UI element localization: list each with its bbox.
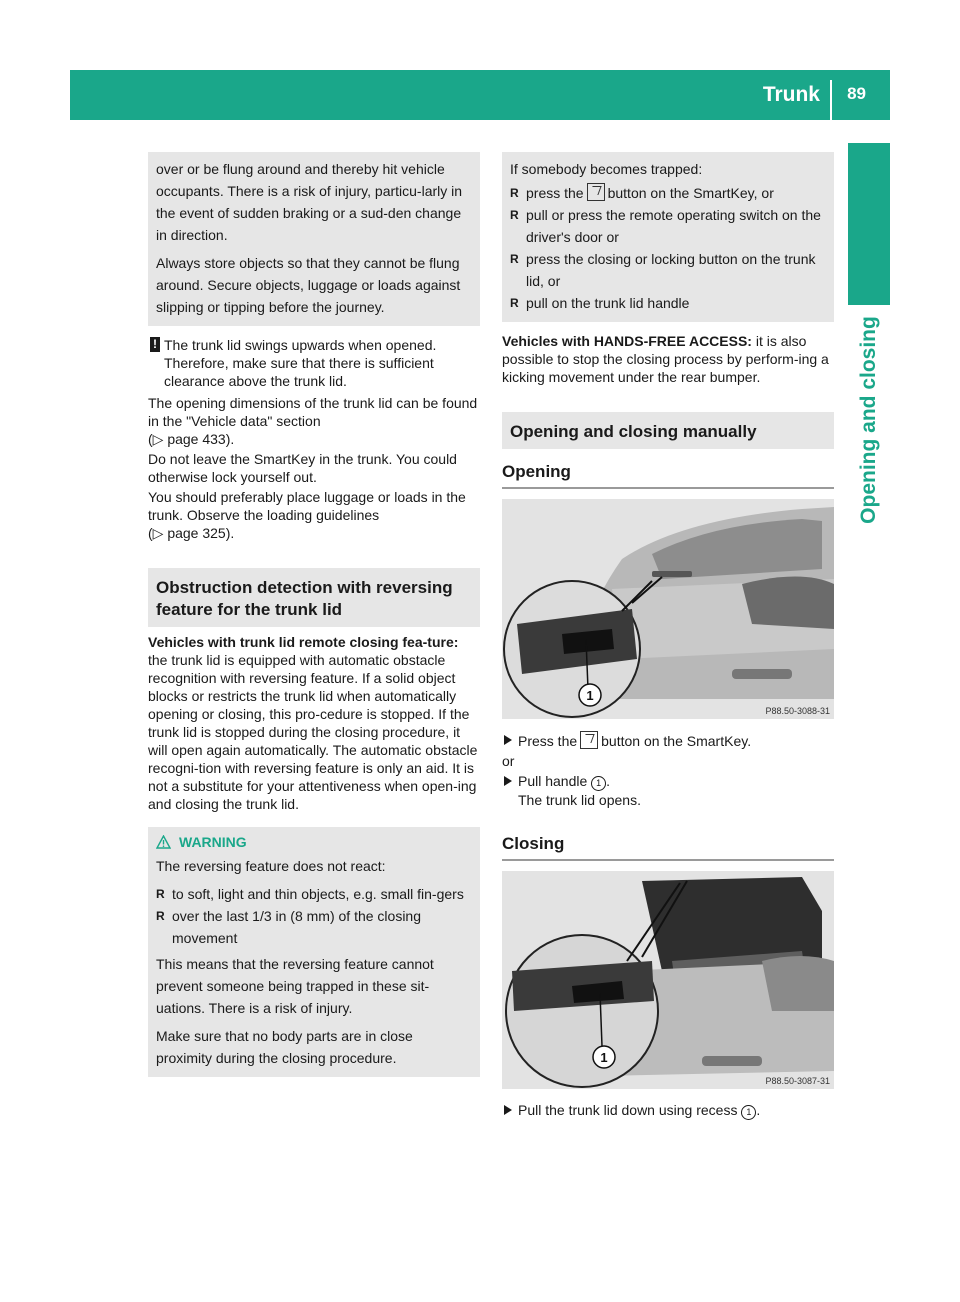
luggage-para	[148, 488, 480, 542]
step-post: button on the SmartKey.	[601, 733, 752, 749]
right-column	[502, 152, 834, 1120]
side-tab	[848, 143, 890, 305]
warning-bullet: R over the last 1/3 in (8 mm) of the closing movement	[156, 905, 472, 949]
manual-heading: Opening and closing manually	[502, 412, 834, 449]
step-pre: Press the	[518, 733, 578, 749]
warning-para: Make sure that no body parts are in close proximity during the closing procedure.	[156, 1028, 413, 1066]
note-line: Therefore, make sure that there is sufficient clearance above the trunk lid.	[164, 355, 434, 389]
opening-heading: Opening	[502, 463, 834, 489]
exclamation-icon: !	[150, 337, 160, 352]
dimensions-para	[148, 394, 480, 448]
luggage-text: You should preferably place luggage or loads in the trunk. Observe the loading guidelines	[148, 489, 466, 523]
warning-continued-para: Always store objects so that they cannot be flung around. Secure objects, luggage or loads against slipping or tipping before the journey.	[156, 255, 461, 315]
open-result: The trunk lid opens.	[518, 792, 641, 808]
trunk-key-icon	[580, 731, 598, 749]
close-step	[502, 1101, 834, 1120]
warning-bullet: R to soft, light and thin objects, e.g. small fin-gers	[156, 883, 472, 905]
step-pre: Pull handle	[518, 773, 588, 789]
trapped-bullet-pre: press the	[526, 185, 584, 201]
left-column	[148, 152, 480, 1087]
section-title: Trunk	[762, 83, 820, 106]
handsfree-text: it is also possible to stop the closing process by perform-ing a kicking movement under the rear bumper.	[502, 333, 829, 385]
step-pre: Pull the trunk lid down using recess	[518, 1102, 738, 1118]
trapped-bullet: R pull or press the remote operating switch on the driver's door or	[510, 204, 826, 248]
step-arrow-icon	[504, 1105, 512, 1115]
closing-car-image	[502, 871, 834, 1089]
page-ref-433: (▷ page 433).	[148, 431, 235, 447]
trunk-key-icon	[587, 183, 605, 201]
page-ref-325: (▷ page 325).	[148, 525, 235, 541]
warning-intro: The reversing feature does not react:	[156, 858, 386, 874]
obstruction-para	[148, 633, 480, 813]
opening-figure	[502, 499, 834, 723]
figure-id: P88.50-3088-31	[765, 706, 830, 716]
obstruction-text: the trunk lid is equipped with automatic obstacle recognition with reversing feature. If a solid object blocks or restricts the trunk lid when automatically opening or closing, this pro-cedure is stopped. If the trunk lid is stopped during the closing procedure, it will open again automatically. The automatic obstacle recogni-tion with reversing feature is only an aid. It is not a substitute for your attentiveness when open-ing and closing the trunk lid.	[148, 652, 478, 812]
opening-car-image	[502, 499, 834, 719]
or-text: or	[502, 753, 515, 769]
callout-1-icon: 1	[591, 776, 606, 791]
obstruction-lead: Vehicles with trunk lid remote closing fea-ture:	[148, 634, 459, 650]
chapter-title: Opening and closing	[857, 316, 880, 524]
warning-triangle-icon	[156, 835, 171, 849]
warning-continued-box	[148, 152, 480, 326]
warning-para: This means that the reversing feature cannot prevent someone being trapped in these sit-uations. There is a risk of injury.	[156, 956, 434, 1016]
warning-title-text: WARNING	[179, 834, 247, 850]
callout-1-icon: 1	[600, 1050, 608, 1065]
trapped-bullets	[510, 182, 826, 314]
warning-bullets	[156, 883, 472, 949]
callout-1-icon: 1	[741, 1105, 756, 1120]
header-bar	[70, 70, 890, 120]
chapter-side-label	[848, 310, 890, 530]
trapped-bullet	[510, 182, 826, 204]
step-post: .	[756, 1102, 761, 1118]
trapped-bullet-post: button on the SmartKey, or	[607, 185, 774, 201]
warning-box	[148, 827, 480, 1077]
figure-id: P88.50-3087-31	[765, 1076, 830, 1086]
warning-continued-para: over or be flung around and thereby hit vehicle occupants. There is a risk of injury, particu-larly in the event of sudden braking or a sud-den change in direction.	[156, 161, 463, 243]
step-post: .	[606, 773, 611, 789]
step-arrow-icon	[504, 735, 512, 745]
trapped-bullet: R press the closing or locking button on the trunk lid, or	[510, 248, 826, 292]
closing-figure	[502, 871, 834, 1093]
note	[148, 336, 480, 390]
warning-title	[156, 833, 472, 851]
obstruction-heading: Obstruction detection with reversing feature for the trunk lid	[148, 568, 480, 627]
open-step	[502, 731, 834, 750]
step-arrow-icon	[504, 776, 512, 786]
handsfree-lead: Vehicles with HANDS-FREE ACCESS:	[502, 333, 752, 349]
handsfree-para	[502, 332, 834, 386]
page-number: 89	[847, 84, 866, 103]
trapped-title: If somebody becomes trapped:	[510, 161, 703, 177]
callout-1-icon: 1	[586, 688, 594, 703]
trapped-box	[502, 152, 834, 322]
open-step	[502, 772, 834, 791]
dimensions-text: The opening dimensions of the trunk lid can be found in the "Vehicle data" section	[148, 395, 478, 429]
trapped-bullet: R pull on the trunk lid handle	[510, 292, 826, 314]
header-divider	[830, 80, 832, 120]
smartkey-para: Do not leave the SmartKey in the trunk. You could otherwise lock yourself out.	[148, 451, 457, 485]
closing-heading: Closing	[502, 835, 834, 861]
note-line: The trunk lid swings upwards when opened.	[164, 337, 437, 353]
